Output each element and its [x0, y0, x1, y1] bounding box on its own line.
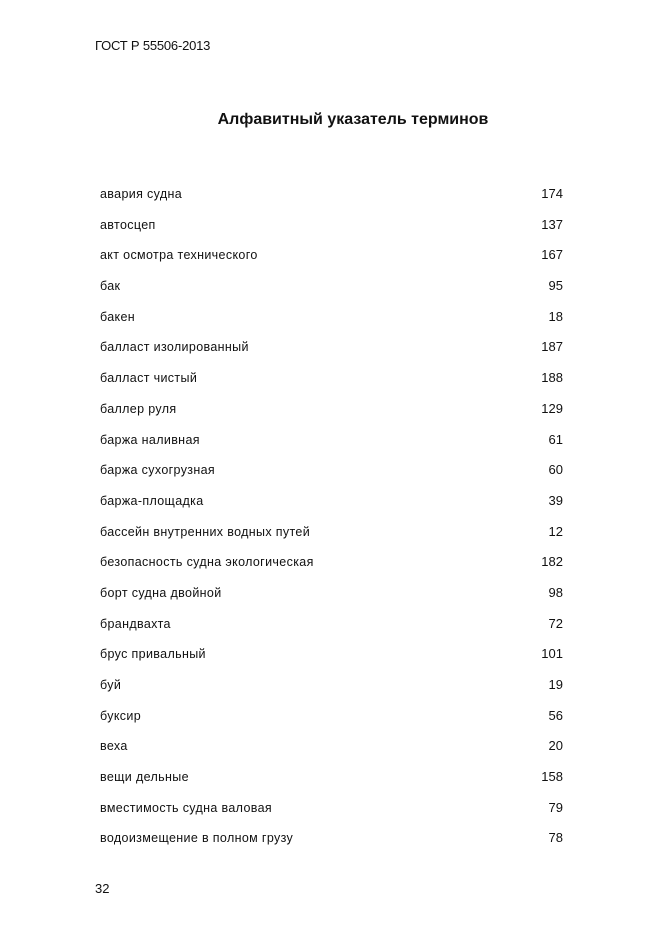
term-row [100, 462, 563, 493]
term-name: бак [100, 279, 121, 294]
term-name: баржа наливная [100, 432, 200, 447]
term-row [100, 217, 563, 248]
term-row [100, 708, 563, 739]
term-page-ref: 61 [548, 431, 563, 447]
term-row [100, 738, 563, 769]
term-name: вещи дельные [100, 770, 189, 785]
terms-index-list [100, 186, 563, 861]
term-name: баллер руля [100, 401, 177, 416]
term-page-ref: 182 [541, 554, 563, 570]
term-name: веха [100, 739, 128, 754]
term-name: акт осмотра технического [100, 248, 258, 263]
term-row [100, 524, 563, 555]
term-page-ref: 60 [548, 462, 563, 478]
term-page-ref: 98 [548, 584, 563, 600]
term-page-ref: 187 [541, 339, 563, 355]
term-row [100, 677, 563, 708]
term-name: автосцеп [100, 217, 156, 232]
term-page-ref: 174 [541, 186, 563, 201]
term-name: баржа-площадка [100, 493, 204, 508]
term-page-ref: 18 [548, 308, 563, 324]
term-name: буй [100, 678, 122, 692]
term-page-ref: 167 [541, 247, 563, 263]
term-page-ref: 188 [541, 370, 563, 386]
page-number: 32 [95, 881, 110, 896]
term-row [100, 370, 563, 401]
page-title: Алфавитный указатель терминов [217, 111, 489, 128]
term-name: безопасность судна экологическая [100, 555, 314, 570]
term-name: баржа сухогрузная [100, 463, 216, 478]
term-page-ref: 20 [548, 738, 563, 754]
term-page-ref: 19 [548, 677, 563, 692]
term-page-ref: 137 [541, 216, 563, 232]
term-row [100, 769, 563, 800]
term-name: бассейн внутренних водных путей [100, 524, 311, 539]
term-page-ref: 39 [548, 492, 563, 508]
term-row [100, 432, 563, 463]
term-row [100, 309, 563, 340]
term-name: буксир [100, 708, 142, 723]
term-row [100, 830, 563, 861]
term-row [100, 247, 563, 278]
term-row [100, 616, 563, 647]
term-page-ref: 95 [548, 278, 563, 294]
term-name: авария судна [100, 187, 183, 201]
term-page-ref: 72 [548, 615, 563, 631]
term-name: брус привальный [100, 647, 206, 662]
term-name: балласт чистый [100, 371, 198, 386]
term-row [100, 339, 563, 370]
term-row [100, 585, 563, 616]
term-page-ref: 158 [541, 769, 563, 785]
term-row [100, 278, 563, 309]
term-page-ref: 56 [548, 707, 563, 723]
term-page-ref: 12 [548, 523, 563, 539]
term-row [100, 646, 563, 677]
term-name: балласт изолированный [100, 340, 249, 355]
term-row [100, 401, 563, 432]
term-page-ref: 101 [541, 646, 563, 662]
term-row [100, 493, 563, 524]
term-name: брандвахта [100, 616, 171, 631]
term-name: бакен [100, 309, 136, 324]
term-page-ref: 129 [541, 400, 563, 416]
term-page-ref: 79 [548, 799, 563, 815]
term-name: водоизмещение в полном грузу [100, 831, 294, 846]
term-row [100, 800, 563, 831]
document-header: ГОСТ Р 55506-2013 [95, 38, 211, 53]
term-page-ref: 78 [548, 830, 563, 846]
term-name: борт судна двойной [100, 585, 222, 600]
term-name: вместимость судна валовая [100, 800, 273, 815]
term-row [100, 186, 563, 217]
term-row [100, 554, 563, 585]
